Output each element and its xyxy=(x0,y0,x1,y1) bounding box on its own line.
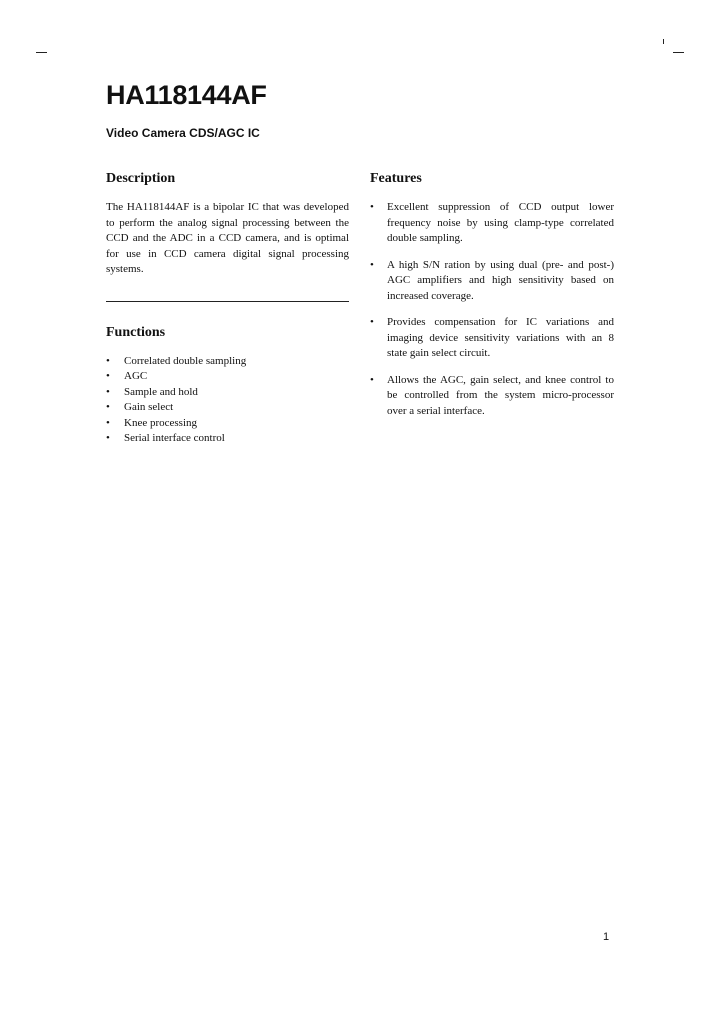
bullet-icon: • xyxy=(370,316,374,328)
functions-heading: Functions xyxy=(106,324,166,340)
features-list xyxy=(370,200,614,419)
features-heading: Features xyxy=(370,171,422,186)
bullet-icon: • xyxy=(106,354,110,367)
function-item-label: Knee processing xyxy=(124,416,198,429)
function-item-label: Serial interface control xyxy=(124,432,225,444)
functions-list xyxy=(106,354,349,447)
bullet-icon: • xyxy=(106,432,110,444)
feature-item-text: Excellent suppression of CCD output lower frequency noise by using clamp-type correlated double sampling. xyxy=(387,201,614,244)
section-divider xyxy=(106,301,349,302)
corner-mark-top-right xyxy=(673,52,684,53)
document-subtitle: Video Camera CDS/AGC IC xyxy=(106,126,260,140)
list-item xyxy=(106,400,349,416)
function-item-label: AGC xyxy=(124,370,148,382)
list-item xyxy=(106,416,349,432)
function-item-label: Correlated double sampling xyxy=(124,354,247,367)
corner-mark-top-right-tick xyxy=(663,39,664,44)
left-column xyxy=(106,170,349,447)
bullet-icon: • xyxy=(370,201,374,213)
bullet-icon: • xyxy=(106,416,110,429)
document-title: HA118144AF xyxy=(106,80,267,110)
bullet-icon: • xyxy=(370,373,374,386)
bullet-icon: • xyxy=(106,401,110,413)
feature-item-text: Provides compensation for IC variations and imaging device sensitivity variations with an 8 state gain select circuit. xyxy=(387,316,614,359)
page-number: 1 xyxy=(603,931,610,943)
feature-item-text: A high S/N ration by using dual (pre- and post-) AGC amplifiers and high sensitivity based on increased coverage. xyxy=(387,258,614,302)
bullet-icon: • xyxy=(106,385,110,398)
description-heading: Description xyxy=(106,171,176,186)
right-column xyxy=(370,170,614,430)
list-item xyxy=(106,385,349,401)
list-item xyxy=(370,373,614,420)
list-item xyxy=(370,200,614,247)
list-item xyxy=(106,354,349,370)
corner-mark-top-left xyxy=(36,52,47,53)
function-item-label: Gain select xyxy=(124,401,174,413)
list-item xyxy=(106,369,349,385)
bullet-icon: • xyxy=(370,258,374,271)
list-item xyxy=(370,315,614,362)
description-text: The HA118144AF is a bipolar IC that was developed to perform the analog signal processing between the CCD and the ADC in a CCD camera, and is optimal for use in CCD camera digital signal processing systems. xyxy=(106,201,349,275)
feature-item-text: Allows the AGC, gain select, and knee control to be controlled from the system micro-processor over a serial interface. xyxy=(387,373,614,417)
bullet-icon: • xyxy=(106,370,110,382)
function-item-label: Sample and hold xyxy=(124,385,198,398)
list-item xyxy=(106,431,349,447)
list-item xyxy=(370,258,614,305)
